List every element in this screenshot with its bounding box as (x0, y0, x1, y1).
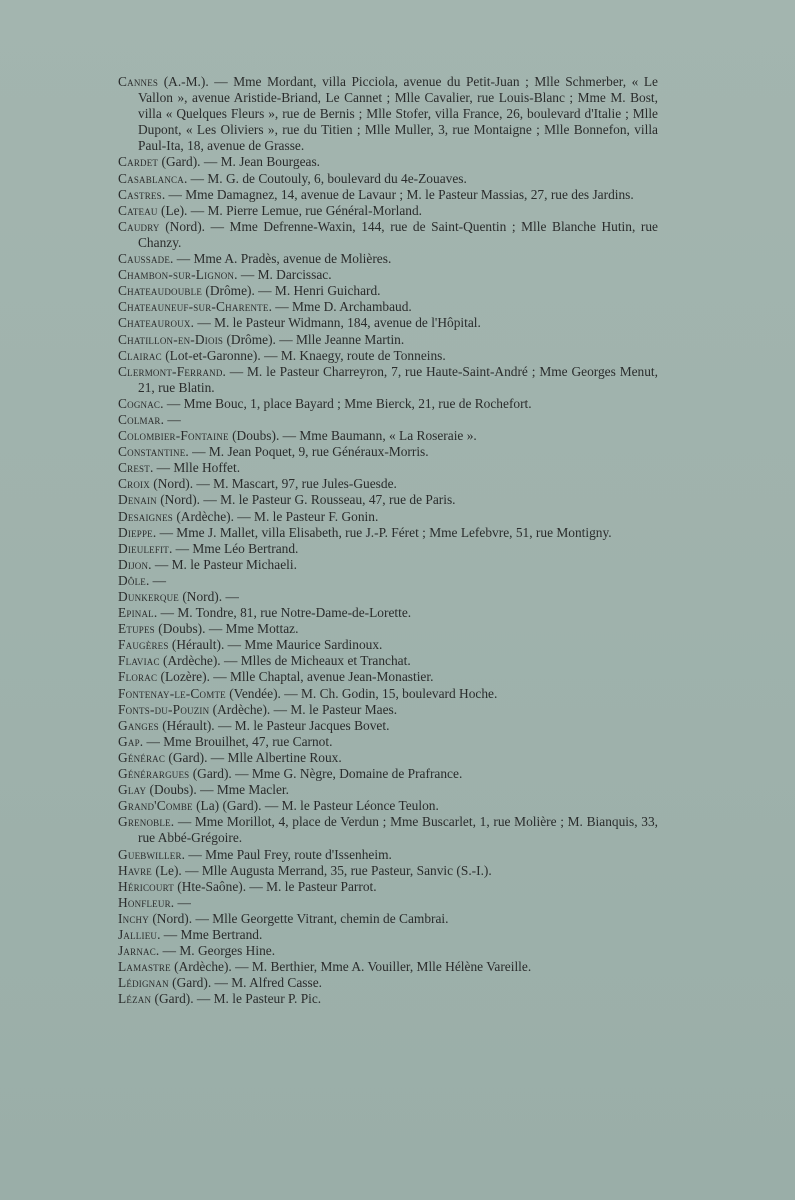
entry-place-name: Clairac (118, 347, 162, 363)
directory-entry (118, 879, 658, 895)
entry-place-name: Dijon (118, 556, 149, 572)
entry-contacts: . — Mme Damagnez, 14, avenue de Lavaur ; M. le Pasteur Massias, 27, rue des Jardins. (161, 186, 634, 202)
entry-place-name: Chateauroux (118, 315, 191, 331)
directory-entry (118, 460, 658, 476)
entry-place-name: Dieulefit (118, 540, 169, 556)
entry-place-name: Inchy (118, 910, 149, 926)
entry-contacts: . — M. Jean Poquet, 9, rue Généraux-Morris. (185, 444, 429, 460)
directory-entry (118, 847, 658, 863)
entry-contacts: (Nord). — M. le Pasteur G. Rousseau, 47, rue de Paris. (156, 492, 456, 508)
entry-place-name: Honfleur (118, 894, 171, 910)
entry-contacts: (Le). — Mlle Augusta Merrand, 35, rue Pasteur, Sanvic (S.-I.). (152, 862, 492, 878)
entry-contacts: (Le). — M. Pierre Lemue, rue Général-Morland. (157, 202, 423, 218)
entry-place-name: Denain (118, 492, 157, 508)
directory-entry (118, 782, 658, 798)
directory-entry (118, 364, 658, 396)
entry-place-name: Caussade (118, 251, 171, 267)
entry-place-name: Cannes (118, 74, 159, 89)
entry-contacts: . — M. le Pasteur Charreyron, 7, rue Haute-Saint-André ; Mme Georges Menut, 21, rue Blatin. (138, 363, 658, 395)
entry-contacts: . — Mme A. Pradès, avenue de Molières. (170, 251, 392, 267)
entry-contacts: . — Mme D. Archambaud. (268, 299, 412, 315)
entry-place-name: Colmar (118, 411, 161, 427)
entry-contacts: (Ardèche). — Mlles de Micheaux et Tranchat. (159, 653, 411, 669)
directory-entry (118, 718, 658, 734)
entry-contacts: (Drôme). — M. Henri Guichard. (202, 283, 381, 299)
directory-entry (118, 734, 658, 750)
entry-contacts: . — Mlle Hoffet. (149, 460, 241, 476)
directory-entry (118, 219, 658, 251)
directory-entry (118, 991, 658, 1007)
entry-place-name: Fonts-du-Pouzin (118, 701, 210, 717)
entry-contacts: (Nord). — Mlle Georgette Vitrant, chemin de Cambrai. (148, 910, 449, 926)
directory-entry (118, 653, 658, 669)
entry-place-name: Dieppe (118, 524, 153, 540)
entry-place-name: Dunkerque (118, 589, 179, 604)
entry-place-name: Casablanca (118, 170, 184, 186)
entry-place-name: Grenoble (118, 814, 171, 830)
directory-entry (118, 669, 658, 685)
entry-contacts: . — M. Darcissac. (234, 267, 332, 283)
entry-contacts: (Ardèche). — M. le Pasteur Maes. (209, 701, 398, 717)
entry-contacts: . — M. Tondre, 81, rue Notre-Dame-de-Lorette. (153, 605, 412, 621)
entry-contacts: (A.-M.). — Mme Mordant, villa Picciola, avenue du Petit-Juan ; Mlle Schmerber, « Le Vallon », avenue Aristide-Briand, Le Cannet ; Mlle Cavalier, rue Louis-Blanc ; Mme M. Bost, villa « Quelques Fleurs », rue de Bernis ; Mlle Stofer, villa France, 26, boulevard d'Italie ; Mlle Dupont, « Les Oliviers », rue du Titien ; Mlle Muller, 3, rue Montaigne ; Mlle Bonnefon, villa Paul-Ita, 18, avenue de Grasse. (138, 74, 658, 154)
address-directory (118, 74, 658, 1007)
directory-entry (118, 605, 658, 621)
entry-contacts: (Gard). — M. le Pasteur P. Pic. (151, 991, 322, 1007)
entry-place-name: Générargues (118, 766, 190, 782)
entry-place-name: Constantine (118, 444, 186, 460)
directory-entry (118, 814, 658, 846)
entry-place-name: Lézan (118, 991, 152, 1007)
entry-contacts: . — Mme Bouc, 1, place Bayard ; Mme Bierck, 21, rue de Rochefort. (160, 395, 532, 411)
entry-contacts: . — M. le Pasteur Widmann, 184, avenue de l'Hôpital. (190, 315, 481, 331)
directory-entry (118, 975, 658, 991)
directory-entry (118, 959, 658, 975)
directory-entry (118, 750, 658, 766)
directory-entry (118, 637, 658, 653)
entry-contacts: (Nord). — Mme Defrenne-Waxin, 144, rue de Saint-Quentin ; Mlle Blanche Hutin, rue Chanzy. (138, 218, 658, 250)
entry-contacts: . — Mme Brouilhet, 47, rue Carnot. (139, 733, 333, 749)
entry-place-name: Fontenay-le-Comte (118, 685, 226, 701)
directory-entry (118, 283, 658, 299)
entry-contacts: . — Mme Bertrand. (157, 926, 263, 942)
directory-entry (118, 541, 658, 557)
directory-entry (118, 621, 658, 637)
entry-place-name: Jallieu (118, 926, 158, 942)
directory-entry (118, 251, 658, 267)
entry-contacts: (Gard). — M. Alfred Casse. (168, 975, 322, 991)
entry-contacts: (Hérault). — M. le Pasteur Jacques Bovet. (158, 717, 390, 733)
directory-entry (118, 187, 658, 203)
entry-contacts: (Gard). — M. Jean Bourgeas. (158, 154, 321, 170)
entry-place-name: Jarnac (118, 943, 156, 959)
entry-place-name: Chateaudouble (118, 283, 203, 299)
entry-place-name: Chateauneuf-sur-Charente (118, 299, 269, 315)
directory-entry (118, 911, 658, 927)
directory-entry (118, 74, 658, 154)
entry-contacts: (Hérault). — Mme Maurice Sardinoux. (168, 637, 383, 653)
entry-place-name: Guebwiller (118, 846, 182, 862)
entry-contacts: . — (170, 894, 191, 910)
directory-entry (118, 412, 658, 428)
directory-entry (118, 348, 658, 364)
entry-place-name: Chambon-sur-Lignon (118, 267, 235, 283)
entry-contacts: (Gard). — Mlle Albertine Roux. (165, 749, 342, 765)
entry-contacts: . — M. le Pasteur Michaeli. (148, 556, 297, 572)
entry-contacts: (Doubs). — Mme Macler. (146, 782, 289, 798)
entry-place-name: Générac (118, 749, 166, 765)
directory-entry (118, 267, 658, 283)
entry-place-name: Lamastre (118, 959, 171, 975)
entry-contacts: (Gard). — Mme G. Nègre, Domaine de Prafrance. (189, 766, 463, 782)
directory-entry (118, 557, 658, 573)
entry-contacts: . — Mme Morillot, 4, place de Verdun ; Mme Buscarlet, 1, rue Molière ; M. Bianquis, 33, rue Abbé-Grégoire. (138, 814, 658, 846)
entry-place-name: Chatillon-en-Diois (118, 331, 224, 347)
directory-entry (118, 573, 658, 589)
entry-contacts: (Drôme). — Mlle Jeanne Martin. (223, 331, 405, 347)
entry-place-name: Glay (118, 782, 147, 798)
directory-entry (118, 702, 658, 718)
entry-place-name: Héricourt (118, 878, 174, 894)
entry-contacts: (Doubs). — Mme Mottaz. (154, 621, 299, 637)
entry-place-name: Cateau (118, 202, 158, 218)
entry-contacts: (La) (Gard). — M. le Pasteur Léonce Teulon. (192, 798, 439, 814)
directory-entry (118, 589, 658, 605)
directory-entry (118, 492, 658, 508)
entry-contacts: (Ardèche). — M. Berthier, Mme A. Vouiller, Mlle Hélène Vareille. (170, 959, 532, 975)
directory-entry (118, 332, 658, 348)
entry-place-name: Cardet (118, 154, 159, 170)
entry-contacts: . — (145, 572, 167, 588)
directory-entry (118, 863, 658, 879)
entry-contacts: (Nord). — M. Mascart, 97, rue Jules-Guesde. (149, 476, 397, 492)
entry-place-name: Cognac (118, 395, 161, 411)
directory-entry (118, 525, 658, 541)
entry-contacts: (Hte-Saône). — M. le Pasteur Parrot. (173, 878, 377, 894)
entry-contacts: (Vendée). — M. Ch. Godin, 15, boulevard Hoche. (225, 685, 498, 701)
entry-place-name: Lédignan (118, 975, 169, 991)
entry-place-name: Grand'Combe (118, 798, 193, 814)
entry-place-name: Dôle (118, 572, 146, 588)
entry-contacts: . — Mme J. Mallet, villa Elisabeth, rue J.-P. Féret ; Mme Lefebvre, 51, rue Montigny. (152, 524, 612, 540)
directory-entry (118, 766, 658, 782)
entry-place-name: Florac (118, 669, 158, 685)
entry-contacts: (Lot-et-Garonne). — M. Knaegy, route de Tonneins. (161, 347, 446, 363)
directory-entry (118, 476, 658, 492)
directory-entry (118, 444, 658, 460)
entry-place-name: Faugères (118, 637, 169, 653)
entry-place-name: Colombier-Fontaine (118, 428, 229, 444)
entry-contacts: . — M. Georges Hine. (155, 943, 276, 959)
entry-place-name: Gap (118, 733, 140, 749)
entry-place-name: Croix (118, 476, 150, 492)
entry-contacts: . — (160, 411, 181, 427)
directory-entry (118, 798, 658, 814)
entry-place-name: Ganges (118, 717, 159, 733)
directory-entry (118, 203, 658, 219)
directory-entry (118, 299, 658, 315)
directory-entry (118, 428, 658, 444)
entry-contacts: (Ardèche). — M. le Pasteur F. Gonin. (172, 508, 379, 524)
entry-contacts: (Doubs). — Mme Baumann, « La Roseraie ». (228, 428, 477, 444)
entry-place-name: Desaignes (118, 508, 173, 524)
directory-entry (118, 895, 658, 911)
entry-place-name: Caudry (118, 218, 160, 234)
directory-entry (118, 171, 658, 187)
entry-contacts: . — M. G. de Coutouly, 6, boulevard du 4e-Zouaves. (183, 170, 467, 186)
entry-contacts: (Nord). — (178, 589, 239, 604)
entry-place-name: Clermont-Ferrand (118, 363, 223, 379)
directory-entry (118, 943, 658, 959)
entry-place-name: Crest (118, 460, 150, 476)
entry-place-name: Epinal (118, 605, 154, 621)
entry-place-name: Havre (118, 862, 153, 878)
directory-entry (118, 315, 658, 331)
directory-entry (118, 927, 658, 943)
directory-entry (118, 686, 658, 702)
entry-contacts: . — Mme Paul Frey, route d'Issenheim. (181, 846, 392, 862)
entry-place-name: Flaviac (118, 653, 160, 669)
entry-contacts: (Lozère). — Mlle Chaptal, avenue Jean-Monastier. (157, 669, 434, 685)
directory-entry (118, 154, 658, 170)
entry-place-name: Etupes (118, 621, 155, 637)
directory-entry (118, 396, 658, 412)
entry-contacts: . — Mme Léo Bertrand. (168, 540, 299, 556)
entry-place-name: Castres (118, 186, 162, 202)
directory-entry (118, 509, 658, 525)
